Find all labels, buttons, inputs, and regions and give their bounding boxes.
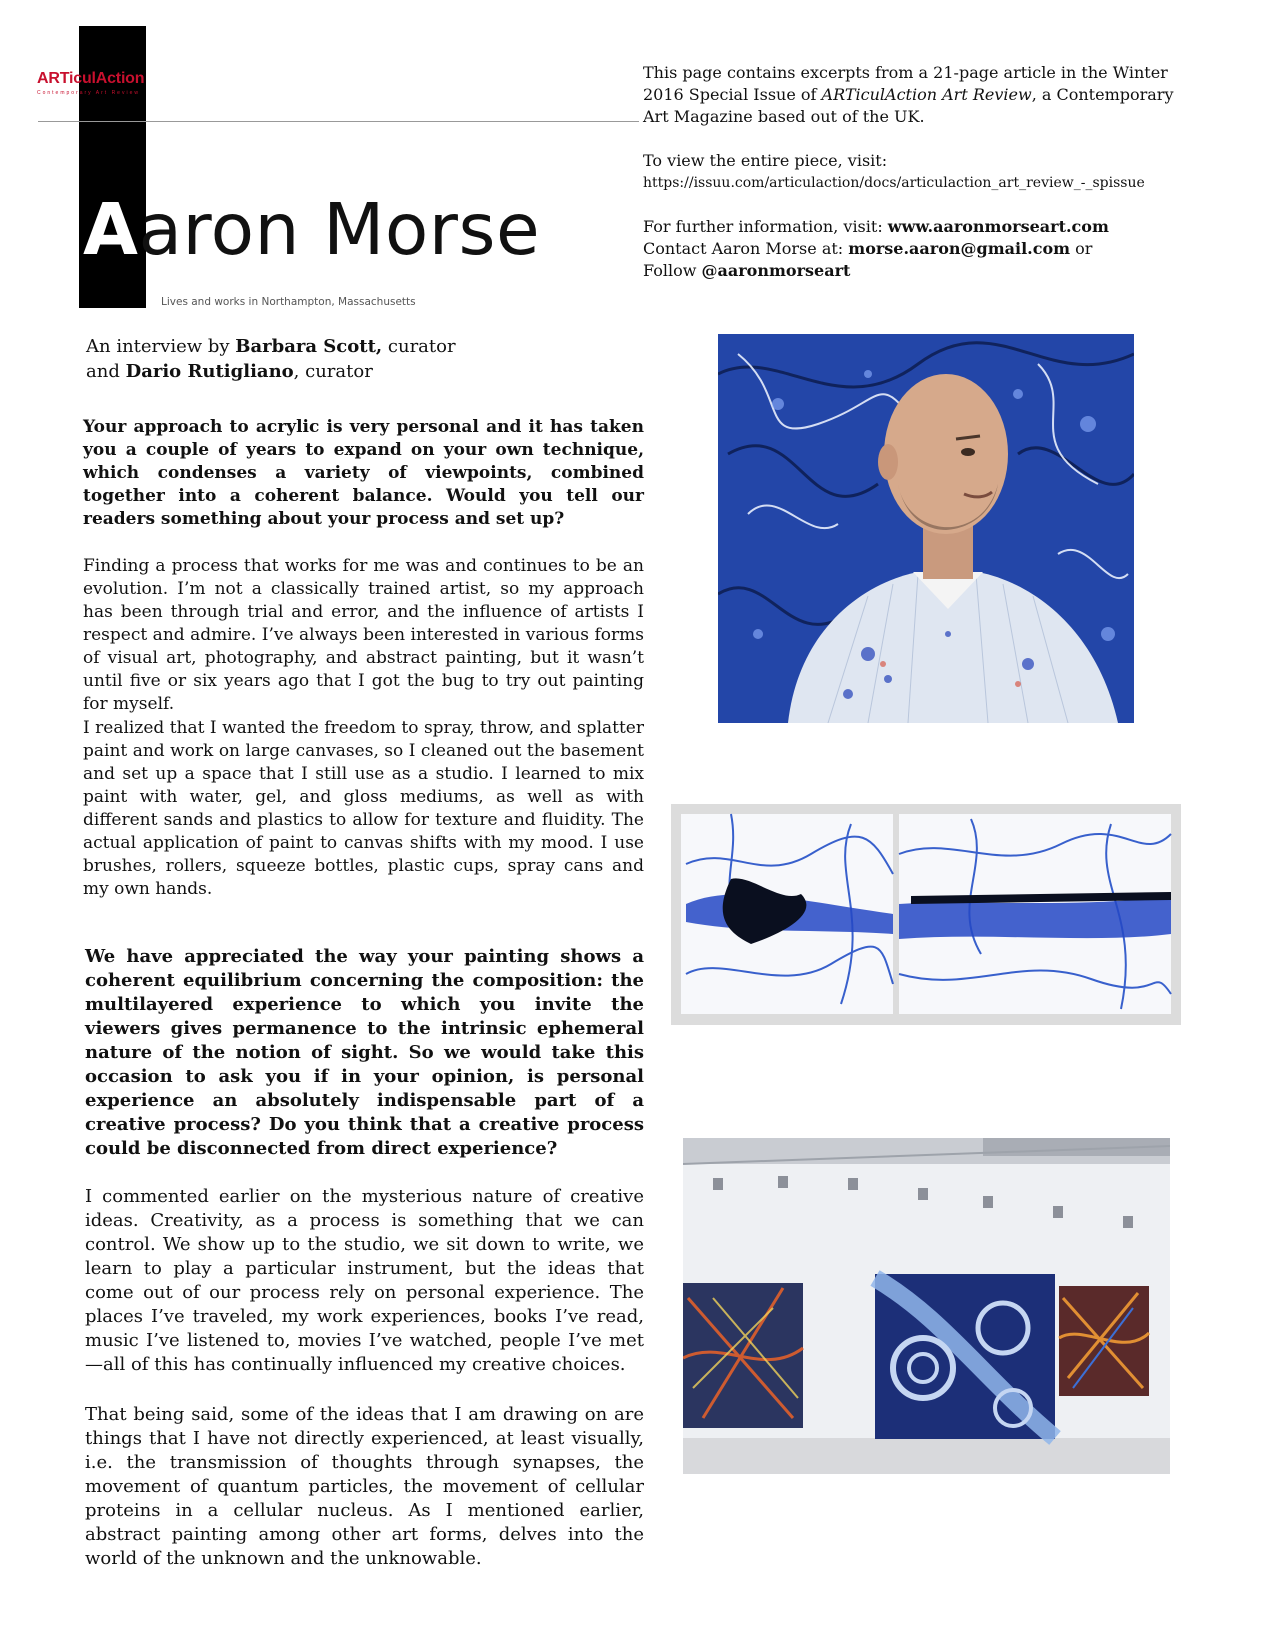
- masthead-rule: [38, 121, 639, 122]
- artist-tagline: Lives and works in Northampton, Massachusetts: [161, 296, 416, 308]
- note-follow-label: Follow: [643, 261, 702, 280]
- issuu-link[interactable]: https://issuu.com/articulaction/docs/articulaction_art_review_-_spissue: [643, 175, 1145, 191]
- answer-2-paragraph-1: I commented earlier on the mysterious nature of creative ideas. Creativity, as a process is something that we can control. We show up to the studio, we sit down to write, we learn to play a particular instrument, but the ideas that come out of our process rely on personal experience. The places I’ve traveled, my work experiences, books I’ve read, music I’ve listened to, movies I’ve watched, people I’ve met—all of this has continually influenced my creative choices.: [85, 1186, 644, 1375]
- byline-pre-2: and: [86, 361, 126, 382]
- note-intro-post: , a Contemporary Art Magazine based out of the UK.: [643, 85, 1174, 126]
- byline-line-2: [86, 359, 526, 384]
- interviewer-1: Barbara Scott,: [235, 336, 383, 357]
- note-contact-label: Contact Aaron Morse at:: [643, 239, 849, 258]
- magazine-logo: [37, 70, 187, 100]
- byline: [86, 334, 526, 384]
- diptych-painting-photo: [671, 804, 1181, 1025]
- artist-name-first-letter: A: [83, 188, 139, 271]
- note-info-line: [643, 216, 1203, 238]
- website-link[interactable]: www.aaronmorseart.com: [887, 217, 1109, 236]
- note-contact-line: [643, 238, 1203, 260]
- byline-post-1: curator: [382, 336, 456, 357]
- note-intro-pre: This page contains excerpts from a 21-page article in the Winter 2016 Special Issue of: [643, 63, 1168, 104]
- byline-line-1: [86, 334, 526, 359]
- email-link[interactable]: morse.aaron@gmail.com: [848, 239, 1071, 258]
- note-view-label: To view the entire piece, visit:: [643, 151, 888, 170]
- answer-1-paragraph-1: Finding a process that works for me was and continues to be an evolution. I’m not a classically trained artist, so my approach has been through trial and error, and the influence of artists I respect and admire. I’ve always been interested in various forms of visual art, photography, and abstract painting, but it wasn’t until five or six years ago that I got the bug to try out painting for myself.: [83, 556, 644, 714]
- interviewer-2: Dario Rutigliano: [125, 361, 294, 382]
- note-follow-line: [643, 260, 1203, 282]
- logo-text: ARTiculAction: [37, 70, 145, 87]
- question-2: We have appreciated the way your painting shows a coherent equilibrium concerning the composition: the multilayered experience to which you invite the viewers gives permanence to the intrinsic ephemeral nature of the notion of sight. So we would take this occasion to ask you if in your opinion, is personal experience an absolutely indispensable part of a creative process? Do you think that a creative process could be disconnected from direct experience?: [85, 946, 644, 1159]
- article-note: [643, 62, 1203, 282]
- artist-portrait-photo: [718, 334, 1134, 723]
- note-intro: [643, 62, 1203, 128]
- byline-pre-1: An interview by: [86, 336, 236, 357]
- note-contact-or: or: [1070, 239, 1093, 258]
- byline-post-2: , curator: [293, 361, 373, 382]
- answer-2-paragraph-2: That being said, some of the ideas that I am drawing on are things that I have not directly experienced, at least visually, i.e. the transmission of thoughts through synapses, the movement of quantum particles, the movement of cellular proteins in a cellular nucleus. As I mentioned earlier, abstract painting among other art forms, delves into the world of the unknown and the unknowable.: [85, 1404, 644, 1569]
- artist-name-rest: aron Morse: [138, 188, 541, 271]
- note-info-label: For further information, visit:: [643, 217, 888, 236]
- gallery-installation-photo: [683, 1138, 1170, 1474]
- note-magazine-title: ARTiculAction Art Review: [821, 85, 1032, 104]
- logo-subtitle: Contemporary Art Review: [37, 90, 140, 96]
- question-1: Your approach to acrylic is very personal and it has taken you a couple of years to expand on your own technique, which condenses a variety of viewpoints, combined together into a coherent balance. Would you tell our readers something about your process and set up?: [83, 417, 644, 529]
- social-handle-link[interactable]: @aaronmorseart: [701, 261, 851, 280]
- artist-name-title: [83, 190, 540, 270]
- answer-1-paragraph-2: I realized that I wanted the freedom to spray, throw, and splatter paint and work on large canvases, so I cleaned out the basement and set up a space that I still use as a studio. I learned to mix paint with water, gel, and gloss mediums, as well as with different sands and plastics to allow for texture and fluidity. The actual application of paint to canvas shifts with my mood. I use brushes, rollers, squeeze bottles, plastic cups, spray cans and my own hands.: [83, 718, 644, 899]
